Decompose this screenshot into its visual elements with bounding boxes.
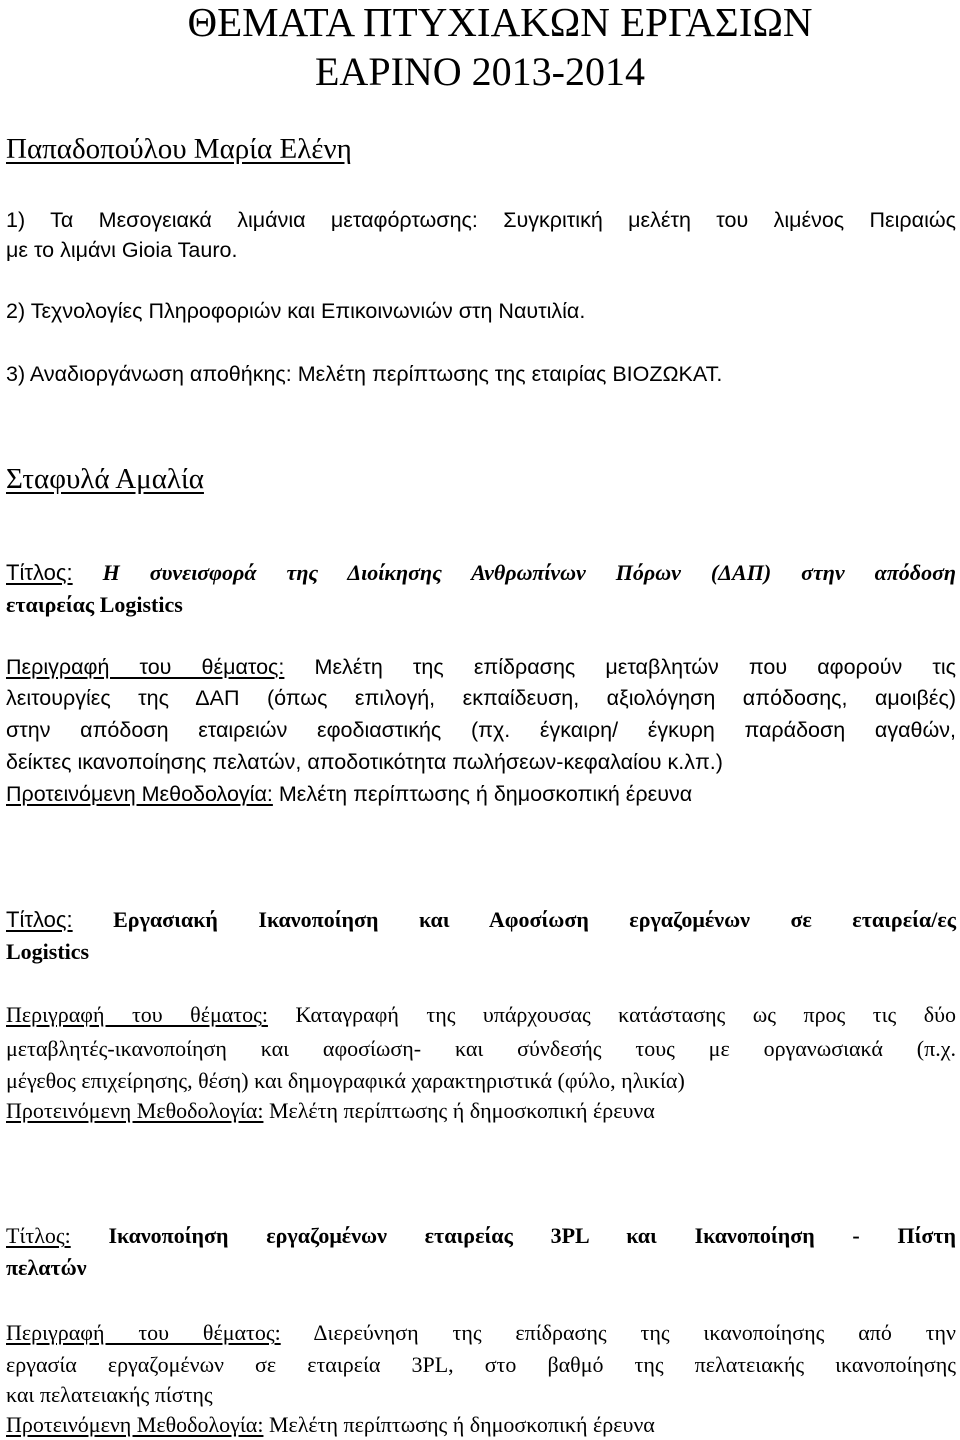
description-label: Περιγραφή του θέματος:: [6, 1320, 281, 1345]
topic-c-desc-text: Διερεύνηση της επίδρασης της ικανοποίησης από την: [313, 1320, 956, 1345]
topic-a-desc-line-4: δείκτες ικανοποίησης πελατών, αποδοτικότητα πωλήσεων-κεφαλαίου κ.λπ.): [6, 750, 723, 774]
topic-c-methodology-text: Μελέτη περίπτωσης ή δημοσκοπική έρευνα: [268, 1412, 655, 1437]
topic-a-methodology: [6, 779, 956, 809]
document-title: ΘΕΜΑΤΑ ΠΤΥΧΙΑΚΩΝ ΕΡΓΑΣΙΩΝ: [187, 0, 813, 45]
topic-b-desc-line-3: μέγεθος επιχείρησης, θέση) και δημογραφικά χαρακτηριστικά (φύλο, ηλικία): [6, 1068, 685, 1093]
topic-b-title-line-1: [6, 905, 956, 935]
author-heading-papadopoulou: Παπαδοπούλου Μαρία Ελένη: [6, 133, 352, 165]
topic-a-desc-text: Μελέτη της επίδρασης μεταβλητών που αφορούν τις: [314, 655, 956, 679]
topic-3: 3) Αναδιοργάνωση αποθήκης: Μελέτη περίπτωσης της εταιρίας ΒΙΟΖΩΚΑΤ.: [6, 362, 723, 386]
title-label: Τίτλος:: [6, 907, 73, 932]
topic-a-desc-line-1: [6, 652, 956, 682]
topic-a-desc-line-3: στην απόδοση εταιρειών εφοδιαστικής (πχ. έγκαιρη/ έγκυρη παράδοση αγαθών,: [6, 718, 956, 742]
topic-b-methodology: [6, 1096, 956, 1126]
topic-a-desc-line-2: λειτουργίες της ΔΑΠ (όπως επιλογή, εκπαίδευση, αξιολόγηση απόδοσης, αμοιβές): [6, 686, 956, 710]
topic-a-methodology-text: Μελέτη περίπτωσης ή δημοσκοπική έρευνα: [278, 782, 693, 806]
topic-b-desc-line-1: [6, 1000, 956, 1030]
methodology-label: Προτεινόμενη Μεθοδολογία:: [6, 782, 273, 806]
methodology-label: Προτεινόμενη Μεθοδολογία:: [6, 1098, 264, 1123]
topic-b-title-text: Εργασιακή Ικανοποίηση και Αφοσίωση εργαζομένων σε εταιρεία/ες: [113, 907, 957, 932]
topic-c-desc-line-1: [6, 1318, 956, 1348]
topic-b-desc-text: Καταγραφή της υπάρχουσας κατάστασης ως προς τις δύο: [295, 1002, 956, 1027]
description-label: Περιγραφή του θέματος:: [6, 1002, 268, 1027]
topic-a-title-line-1: [6, 558, 956, 588]
topic-b-desc-line-2: μεταβλητές-ικανοποίηση και αφοσίωση- και σύνδεσής τους με οργανωσιακά (π.χ.: [6, 1036, 956, 1061]
title-label: Τίτλος:: [6, 1223, 71, 1248]
topic-a-title-line-2: εταιρείας Logistics: [6, 592, 183, 617]
topic-c-title-line-2: πελατών: [6, 1255, 87, 1280]
topic-c-title-text: Ικανοποίηση εργαζομένων εταιρείας 3PL και Ικανοποίηση - Πίστη: [108, 1223, 956, 1248]
title-label: Τίτλος:: [6, 560, 73, 585]
description-label: Περιγραφή του θέματος:: [6, 655, 285, 679]
topic-c-desc-line-2: εργασία εργαζομένων σε εταιρεία 3PL, στο βαθμό της πελατειακής ικανοποίησης: [6, 1352, 956, 1377]
topic-c-methodology: [6, 1410, 956, 1440]
topic-b-title-line-2: Logistics: [6, 939, 90, 964]
topic-b-methodology-text: Μελέτη περίπτωσης ή δημοσκοπική έρευνα: [268, 1098, 655, 1123]
document-subtitle: ΕΑΡΙΝΟ 2013-2014: [315, 49, 645, 94]
topic-c-title-line-1: [6, 1221, 956, 1251]
methodology-label: Προτεινόμενη Μεθοδολογία:: [6, 1412, 264, 1437]
topic-2: 2) Τεχνολογίες Πληροφοριών και Επικοινωνιών στη Ναυτιλία.: [6, 299, 586, 323]
topic-c-desc-line-3: και πελατειακής πίστης: [6, 1382, 213, 1407]
topic-a-title-text: Η συνεισφορά της Διοίκησης Ανθρωπίνων Πόρων (ΔΑΠ) στην απόδοση: [102, 560, 957, 585]
author-heading-stafyla: Σταφυλά Αμαλία: [6, 463, 204, 495]
topic-1-line-2: με το λιμάνι Gioia Tauro.: [6, 238, 238, 262]
topic-1-line-1: 1) Τα Μεσογειακά λιμάνια μεταφόρτωσης: Συγκριτική μελέτη του λιμένος Πειραιώς: [6, 208, 956, 232]
